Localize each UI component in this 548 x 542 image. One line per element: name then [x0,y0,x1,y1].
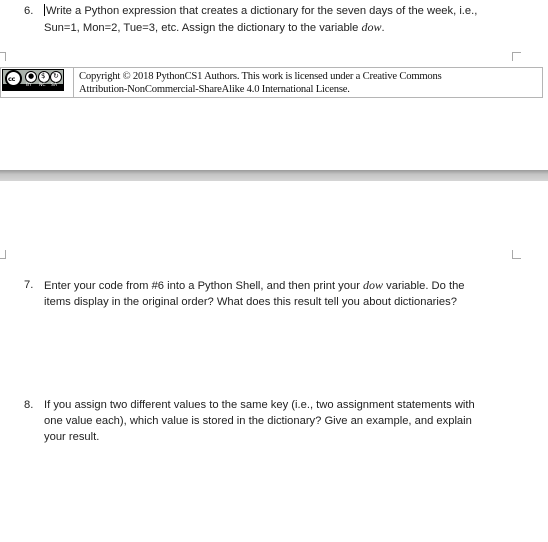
question-8-line-3: your result. [44,431,100,443]
cc-label-by: BY [26,83,32,88]
question-8-line-2: one value each), which value is stored in the dictionary? Give an example, and explain [44,415,472,427]
license-line-2: Attribution-NonCommercial-ShareAlike 4.0 International License. [79,84,350,95]
question-7-number: 7. [24,279,34,291]
noncommercial-icon: $ [38,71,50,83]
question-7-variable: dow [363,278,384,292]
question-7-line-2: items display in the original order? What does this result tell you about dictionaries? [44,296,457,308]
question-7-line-1-end: variable. Do the [383,280,465,292]
attribution-icon: ● [25,71,37,83]
question-7-line-1-start: Enter your code from #6 into a Python Shell, and then print your [44,280,364,292]
document-page-bottom [0,181,548,542]
cc-by-nc-sa-badge-icon[interactable] [2,69,64,91]
page-break-gap [0,170,548,181]
margin-corner-bottom-right [512,250,521,259]
question-6-line-2: Sun=1, Mon=2, Tue=3, etc. Assign the dictionary to the variable [44,22,362,34]
license-divider [73,68,74,97]
license-line-1: Copyright © 2018 PythonCS1 Authors. This work is licensed under a Creative Commons [79,71,442,82]
license-text [79,70,539,96]
question-8-line-1: If you assign two different values to the same key (i.e., two assignment statements with [44,399,475,411]
sharealike-icon: ↻ [50,71,62,83]
license-footer [0,67,543,98]
text-cursor [44,4,45,16]
question-8-number: 8. [24,399,34,411]
question-6-line-1: Write a Python expression that creates a dictionary for the seven days of the week, i.e., [46,5,478,17]
cc-badge-labels [23,83,63,89]
question-6-number: 6. [24,5,34,17]
margin-corner-top-right [512,52,521,61]
question-7-text[interactable] [44,277,514,310]
document-page-top [0,0,548,170]
cc-label-sa: SA [51,83,58,88]
cc-label-nc: NC [39,83,46,88]
question-6-variable: dow [361,20,382,34]
margin-corner-top-left [0,52,6,61]
question-6-text[interactable] [44,3,514,36]
question-6-trailing: . [381,22,385,34]
cc-logo-icon: cc [5,70,22,87]
question-8-text[interactable] [44,397,514,445]
margin-corner-bottom-left [0,250,6,259]
